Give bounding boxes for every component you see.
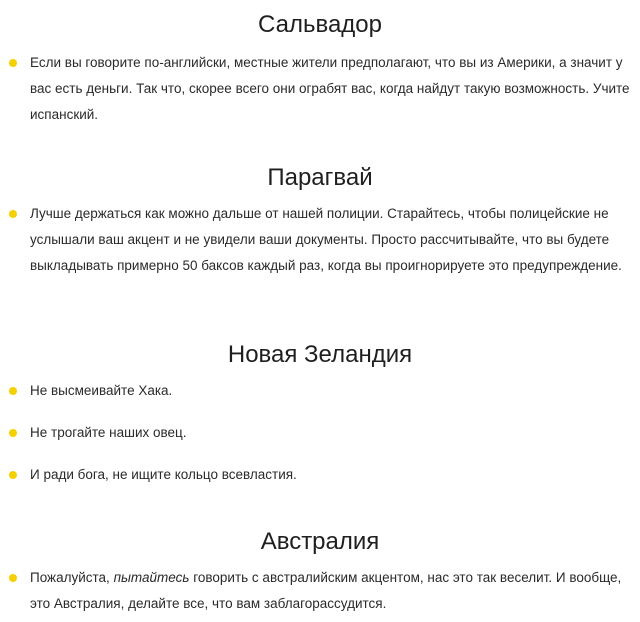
list-item-text: Если вы говорите по-английски, местные жители предполагают, что вы из Америки, а значит у вас есть деньги. Так что, скорее всего они ограбят вас, когда найдут такую возможность. Учите испанский. [30,55,630,122]
list-item-text: Лучше держаться как можно дальше от нашей полиции. Старайтесь, чтобы полицейские не услышали ваш акцент и не увидели ваши документы. Просто рассчитывайте, что вы будете выкладывать примерно 50 баксов каждый раз, когда вы проигнорируете это предупреждение. [30,206,622,273]
list-item-text: Не трогайте наших овец. [30,425,187,440]
list-item-text-emphasis: пытайтесь [113,570,190,585]
section-title-paraguay: Парагвай [267,164,373,191]
list-item-text-after: говорить с австралийским акцентом, нас это так веселит. И вообще, это Австралия, делайте все, что вам заблагорассудится. [30,570,622,611]
bullet-icon [9,387,17,395]
bullet-icon [9,471,17,479]
bullet-icon [9,429,17,437]
list-item-nz-1 [0,378,640,404]
bullet-icon [9,574,17,582]
bullet-icon [9,59,17,67]
list-item-text-before: Пожалуйста, [30,570,114,585]
list-item-australia-1 [0,565,640,617]
section-new-zealand [0,340,640,488]
bullet-icon [9,210,17,218]
section-salvador [0,10,640,128]
list-item-text: И ради бога, не ищите кольцо всевластия. [30,467,297,482]
list-item-text: Не высмеивайте Хака. [30,383,173,398]
list-item-nz-3 [0,462,640,488]
section-australia [0,527,640,617]
section-title-salvador: Сальвадор [258,11,382,38]
section-title-new-zealand: Новая Зеландия [227,341,413,368]
list-item-nz-2 [0,420,640,446]
list-item-salvador-1 [0,50,640,128]
section-title-australia: Австралия [260,528,380,555]
section-paraguay [0,163,640,279]
list-item-paraguay-1 [0,201,640,279]
